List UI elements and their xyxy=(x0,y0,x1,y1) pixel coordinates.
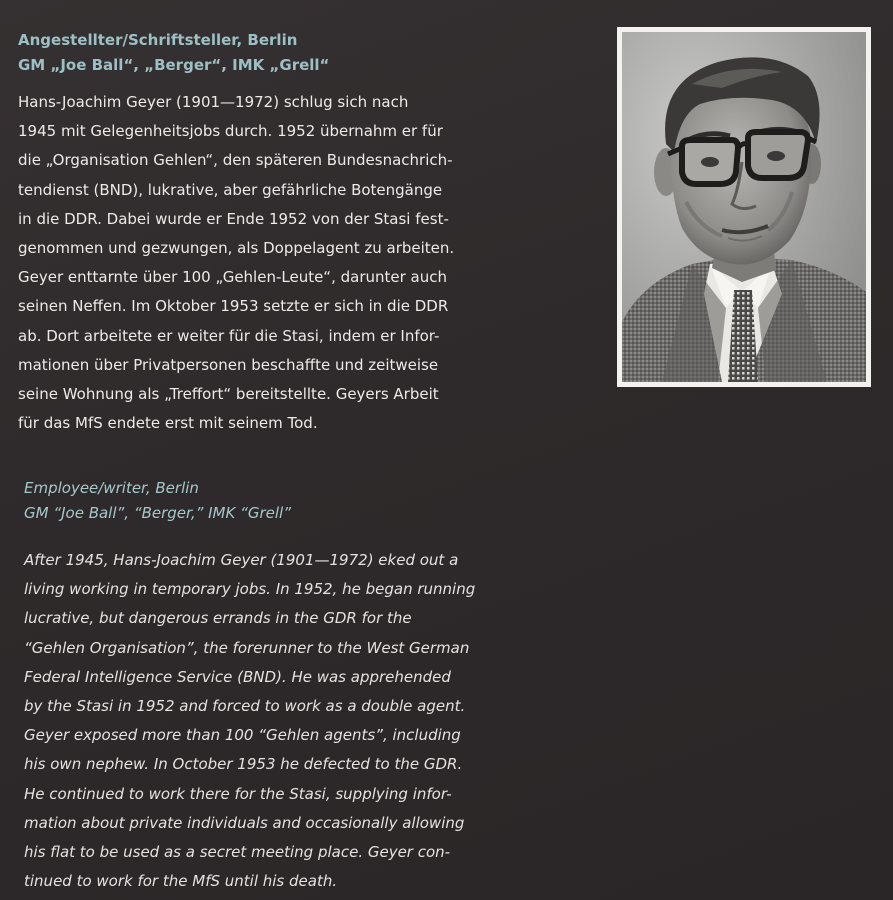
german-line: seine Wohnung als „Treffort“ bereitstellte. Geyers Arbeit xyxy=(18,385,439,404)
german-line: Hans-Joachim Geyer (1901—1972) schlug sich nach xyxy=(18,93,409,111)
portrait-photo-frame xyxy=(617,27,871,387)
english-line: He continued to work there for the Stasi, supplying infor- xyxy=(24,784,452,803)
german-biography xyxy=(18,88,518,438)
english-heading-occupation: Employee/writer, Berlin xyxy=(24,479,199,497)
german-line: tendienst (BND), lukrative, aber gefährliche Botengänge xyxy=(18,180,443,199)
english-line: by the Stasi in 1952 and forced to work as a double agent. xyxy=(24,697,466,716)
german-line: mationen über Privatpersonen beschaffte und zeitweise xyxy=(18,355,439,374)
english-line: living working in temporary jobs. In 1952, he began running xyxy=(24,580,476,599)
english-heading-codenames: GM “Joe Ball”, “Berger,” IMK “Grell” xyxy=(24,504,291,522)
english-line: lucrative, but dangerous errands in the GDR for the xyxy=(24,609,412,628)
german-line: genommen und gezwungen, als Doppelagent zu arbeiten. xyxy=(18,239,455,258)
english-line: his flat to be used as a secret meeting place. Geyer con- xyxy=(24,843,451,862)
english-line: tinued to work for the MfS until his death. xyxy=(24,872,338,891)
english-text-block xyxy=(24,476,524,896)
english-line: his own nephew. In October 1953 he defected to the GDR. xyxy=(24,755,463,774)
german-text-block xyxy=(18,28,518,438)
english-line: Federal Intelligence Service (BND). He was apprehended xyxy=(24,667,451,686)
german-line: 1945 mit Gelegenheitsjobs durch. 1952 übernahm er für xyxy=(18,122,443,141)
english-line: Geyer exposed more than 100 “Gehlen agents”, including xyxy=(24,726,461,745)
german-line: die „Organisation Gehlen“, den späteren Bundesnachrich- xyxy=(18,151,453,170)
german-heading-codenames: GM „Joe Ball“, „Berger“, IMK „Grell“ xyxy=(18,56,330,74)
german-line: Geyer enttarnte über 100 „Gehlen-Leute“, darunter auch xyxy=(18,268,448,287)
german-line: ab. Dort arbeitete er weiter für die Stasi, indem er Infor- xyxy=(18,326,440,345)
english-line: “Gehlen Organisation”, the forerunner to the West German xyxy=(24,638,470,657)
german-line: seinen Neffen. Im Oktober 1953 setzte er sich in die DDR xyxy=(18,297,449,316)
german-line: für das MfS endete erst mit seinem Tod. xyxy=(18,414,318,433)
german-line: in die DDR. Dabei wurde er Ende 1952 von der Stasi fest- xyxy=(18,209,449,228)
english-line: mation about private individuals and occasionally allowing xyxy=(24,813,465,832)
english-line: After 1945, Hans-Joachim Geyer (1901—1972) eked out a xyxy=(24,551,459,569)
portrait-photo xyxy=(622,32,866,382)
german-heading-occupation: Angestellter/Schriftsteller, Berlin xyxy=(18,31,298,49)
english-biography xyxy=(24,546,524,896)
